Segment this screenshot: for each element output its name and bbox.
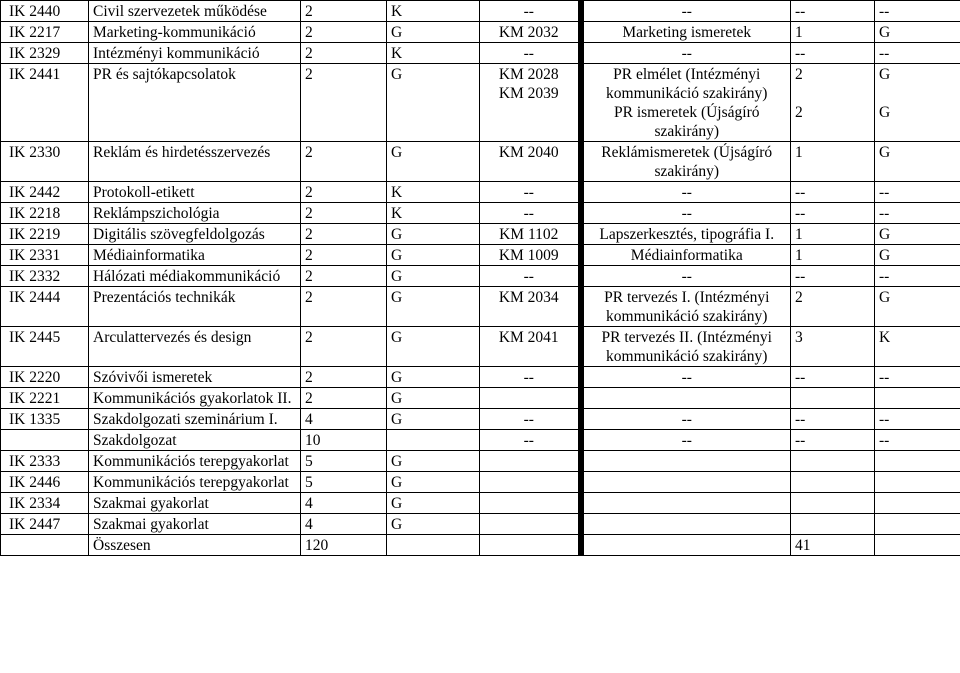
evaluation-cell: G xyxy=(387,514,480,535)
course-name-cell: Civil szervezetek működése xyxy=(89,1,301,22)
evaluation-cell: G xyxy=(387,224,480,245)
equivalent-code-cell: -- xyxy=(480,266,581,287)
credits-cell: 120 xyxy=(301,535,387,556)
course-code-cell: IK 2218 xyxy=(1,203,89,224)
credits-cell: 2 xyxy=(301,64,387,142)
table-row xyxy=(1,388,960,409)
equivalent-credits-cell: -- xyxy=(791,43,875,64)
course-name-cell: Szakmai gyakorlat xyxy=(89,493,301,514)
equivalent-evaluation-cell xyxy=(875,514,960,535)
equivalent-credits-cell xyxy=(791,472,875,493)
course-code-cell: IK 2221 xyxy=(1,388,89,409)
equivalent-credits-cell: -- xyxy=(791,182,875,203)
credits-cell: 5 xyxy=(301,451,387,472)
course-name-cell: Szakdolgozati szeminárium I. xyxy=(89,409,301,430)
equivalent-evaluation-cell: G xyxy=(875,287,960,327)
credits-cell: 4 xyxy=(301,409,387,430)
evaluation-cell xyxy=(387,430,480,451)
credits-cell: 2 xyxy=(301,245,387,266)
credits-cell: 5 xyxy=(301,472,387,493)
course-code-cell: IK 1335 xyxy=(1,409,89,430)
equivalent-code-cell xyxy=(480,514,581,535)
equivalent-credits-cell: -- xyxy=(791,1,875,22)
equivalent-subject-cell xyxy=(581,388,791,409)
course-name-cell: Intézményi kommunikáció xyxy=(89,43,301,64)
table-row xyxy=(1,287,960,327)
equivalent-subject-cell: -- xyxy=(581,367,791,388)
course-code-cell: IK 2332 xyxy=(1,266,89,287)
table-row xyxy=(1,1,960,22)
course-code-cell: IK 2446 xyxy=(1,472,89,493)
equivalent-subject-cell: PR elmélet (Intézményi kommunikáció szakirány) PR ismeretek (Újságíró szakirány) xyxy=(581,64,791,142)
equivalent-subject-cell xyxy=(581,472,791,493)
equivalent-evaluation-cell xyxy=(875,451,960,472)
equivalent-subject-cell: Marketing ismeretek xyxy=(581,22,791,43)
equivalent-code-cell: KM 2032 xyxy=(480,22,581,43)
equivalent-credits-cell: -- xyxy=(791,430,875,451)
evaluation-cell: G xyxy=(387,388,480,409)
equivalent-subject-cell: Médiainformatika xyxy=(581,245,791,266)
equivalent-credits-cell: -- xyxy=(791,266,875,287)
course-code-cell: IK 2445 xyxy=(1,327,89,367)
equivalent-subject-cell: -- xyxy=(581,182,791,203)
table-row xyxy=(1,367,960,388)
equivalent-subject-cell: -- xyxy=(581,203,791,224)
course-code-cell: IK 2329 xyxy=(1,43,89,64)
evaluation-cell: G xyxy=(387,22,480,43)
course-name-cell: Reklámpszichológia xyxy=(89,203,301,224)
equivalent-evaluation-cell: -- xyxy=(875,367,960,388)
table-row xyxy=(1,266,960,287)
equivalent-subject-cell: -- xyxy=(581,1,791,22)
course-name-cell: Kommunikációs terepgyakorlat xyxy=(89,472,301,493)
course-code-cell: IK 2440 xyxy=(1,1,89,22)
equivalent-credits-cell: 1 xyxy=(791,224,875,245)
table-row xyxy=(1,245,960,266)
credits-cell: 2 xyxy=(301,1,387,22)
equivalent-credits-cell: -- xyxy=(791,367,875,388)
evaluation-cell: K xyxy=(387,203,480,224)
course-name-cell: Összesen xyxy=(89,535,301,556)
table-body xyxy=(1,1,960,556)
equivalent-evaluation-cell: -- xyxy=(875,182,960,203)
equivalent-credits-cell: 1 xyxy=(791,245,875,266)
equivalent-code-cell: -- xyxy=(480,1,581,22)
equivalent-evaluation-cell xyxy=(875,493,960,514)
equivalent-credits-cell: 3 xyxy=(791,327,875,367)
equivalent-subject-cell: Lapszerkesztés, tipográfia I. xyxy=(581,224,791,245)
equivalent-subject-cell: PR tervezés I. (Intézményi kommunikáció szakirány) xyxy=(581,287,791,327)
credits-cell: 2 xyxy=(301,142,387,182)
equivalent-code-cell xyxy=(480,472,581,493)
equivalent-evaluation-cell xyxy=(875,388,960,409)
equivalent-credits-cell: 2 2 xyxy=(791,64,875,142)
equivalent-code-cell: KM 1009 xyxy=(480,245,581,266)
evaluation-cell: G xyxy=(387,327,480,367)
course-code-cell xyxy=(1,535,89,556)
equivalent-evaluation-cell xyxy=(875,472,960,493)
equivalent-credits-cell: -- xyxy=(791,409,875,430)
equivalent-code-cell xyxy=(480,493,581,514)
credits-cell: 10 xyxy=(301,430,387,451)
evaluation-cell: K xyxy=(387,43,480,64)
equivalent-credits-cell xyxy=(791,388,875,409)
table-row xyxy=(1,514,960,535)
equivalent-code-cell: -- xyxy=(480,409,581,430)
equivalent-code-cell: -- xyxy=(480,203,581,224)
equivalent-subject-cell: Reklámismeretek (Újságíró szakirány) xyxy=(581,142,791,182)
credits-cell: 2 xyxy=(301,203,387,224)
course-code-cell: IK 2441 xyxy=(1,64,89,142)
equivalent-credits-cell xyxy=(791,451,875,472)
equivalent-credits-cell: -- xyxy=(791,203,875,224)
course-name-cell: Médiainformatika xyxy=(89,245,301,266)
equivalent-evaluation-cell: K xyxy=(875,327,960,367)
equivalent-code-cell: KM 2041 xyxy=(480,327,581,367)
course-name-cell: Kommunikációs gyakorlatok II. xyxy=(89,388,301,409)
evaluation-cell: G xyxy=(387,472,480,493)
equivalent-code-cell: -- xyxy=(480,182,581,203)
credits-cell: 4 xyxy=(301,514,387,535)
course-name-cell: Prezentációs technikák xyxy=(89,287,301,327)
equivalent-credits-cell: 2 xyxy=(791,287,875,327)
evaluation-cell: G xyxy=(387,266,480,287)
evaluation-cell: G xyxy=(387,245,480,266)
equivalent-credits-cell: 1 xyxy=(791,142,875,182)
equivalent-subject-cell xyxy=(581,451,791,472)
equivalent-code-cell xyxy=(480,535,581,556)
credits-cell: 2 xyxy=(301,388,387,409)
course-code-cell: IK 2220 xyxy=(1,367,89,388)
equivalent-evaluation-cell: G xyxy=(875,142,960,182)
equivalent-subject-cell: -- xyxy=(581,430,791,451)
equivalent-code-cell: -- xyxy=(480,367,581,388)
equivalent-subject-cell: -- xyxy=(581,43,791,64)
credits-cell: 2 xyxy=(301,43,387,64)
evaluation-cell: G xyxy=(387,367,480,388)
course-code-cell: IK 2219 xyxy=(1,224,89,245)
equivalent-code-cell: -- xyxy=(480,430,581,451)
course-code-cell xyxy=(1,430,89,451)
evaluation-cell: K xyxy=(387,182,480,203)
credits-cell: 2 xyxy=(301,327,387,367)
table-row xyxy=(1,182,960,203)
evaluation-cell: K xyxy=(387,1,480,22)
evaluation-cell: G xyxy=(387,493,480,514)
credits-cell: 2 xyxy=(301,367,387,388)
evaluation-cell xyxy=(387,535,480,556)
course-name-cell: Marketing-kommunikáció xyxy=(89,22,301,43)
equivalent-code-cell: KM 2028 KM 2039 xyxy=(480,64,581,142)
course-code-cell: IK 2331 xyxy=(1,245,89,266)
equivalent-subject-cell: -- xyxy=(581,409,791,430)
equivalent-code-cell xyxy=(480,388,581,409)
course-name-cell: Protokoll-etikett xyxy=(89,182,301,203)
credits-cell: 2 xyxy=(301,182,387,203)
equivalent-evaluation-cell: -- xyxy=(875,409,960,430)
equivalent-subject-cell xyxy=(581,535,791,556)
equivalent-evaluation-cell: -- xyxy=(875,1,960,22)
equivalent-evaluation-cell: G G xyxy=(875,64,960,142)
course-name-cell: Reklám és hirdetésszervezés xyxy=(89,142,301,182)
course-name-cell: Arculattervezés és design xyxy=(89,327,301,367)
credits-cell: 4 xyxy=(301,493,387,514)
equivalent-subject-cell xyxy=(581,493,791,514)
equivalent-evaluation-cell: -- xyxy=(875,43,960,64)
evaluation-cell: G xyxy=(387,64,480,142)
table-row xyxy=(1,451,960,472)
credits-cell: 2 xyxy=(301,224,387,245)
table-row xyxy=(1,327,960,367)
course-name-cell: Hálózati médiakommunikáció xyxy=(89,266,301,287)
equivalent-code-cell: KM 2034 xyxy=(480,287,581,327)
equivalent-code-cell: KM 1102 xyxy=(480,224,581,245)
table-row xyxy=(1,203,960,224)
equivalent-credits-cell xyxy=(791,493,875,514)
course-name-cell: Szóvivői ismeretek xyxy=(89,367,301,388)
course-code-cell: IK 2447 xyxy=(1,514,89,535)
course-code-cell: IK 2442 xyxy=(1,182,89,203)
course-name-cell: Kommunikációs terepgyakorlat xyxy=(89,451,301,472)
table-row xyxy=(1,535,960,556)
equivalent-subject-cell: -- xyxy=(581,266,791,287)
equivalent-credits-cell xyxy=(791,514,875,535)
evaluation-cell: G xyxy=(387,409,480,430)
table-row xyxy=(1,430,960,451)
course-code-cell: IK 2330 xyxy=(1,142,89,182)
course-name-cell: Szakdolgozat xyxy=(89,430,301,451)
table-row xyxy=(1,493,960,514)
equivalent-code-cell: KM 2040 xyxy=(480,142,581,182)
table-row xyxy=(1,472,960,493)
course-code-cell: IK 2334 xyxy=(1,493,89,514)
credits-cell: 2 xyxy=(301,266,387,287)
equivalent-credits-cell: 1 xyxy=(791,22,875,43)
equivalent-evaluation-cell: G xyxy=(875,224,960,245)
course-name-cell: PR és sajtókapcsolatok xyxy=(89,64,301,142)
table-row xyxy=(1,43,960,64)
equivalent-subject-cell xyxy=(581,514,791,535)
equivalent-credits-cell: 41 xyxy=(791,535,875,556)
equivalent-code-cell: -- xyxy=(480,43,581,64)
credits-cell: 2 xyxy=(301,22,387,43)
table-row xyxy=(1,22,960,43)
equivalent-code-cell xyxy=(480,451,581,472)
equivalent-evaluation-cell: -- xyxy=(875,203,960,224)
table-row xyxy=(1,64,960,142)
equivalent-evaluation-cell: G xyxy=(875,245,960,266)
table-row xyxy=(1,142,960,182)
course-name-cell: Szakmai gyakorlat xyxy=(89,514,301,535)
equivalent-evaluation-cell: G xyxy=(875,22,960,43)
table-row xyxy=(1,409,960,430)
evaluation-cell: G xyxy=(387,287,480,327)
table-row xyxy=(1,224,960,245)
course-code-cell: IK 2217 xyxy=(1,22,89,43)
course-name-cell: Digitális szövegfeldolgozás xyxy=(89,224,301,245)
equivalent-evaluation-cell: -- xyxy=(875,430,960,451)
course-code-cell: IK 2444 xyxy=(1,287,89,327)
equivalent-evaluation-cell xyxy=(875,535,960,556)
equivalent-evaluation-cell: -- xyxy=(875,266,960,287)
credits-cell: 2 xyxy=(301,287,387,327)
equivalent-subject-cell: PR tervezés II. (Intézményi kommunikáció szakirány) xyxy=(581,327,791,367)
evaluation-cell: G xyxy=(387,142,480,182)
course-code-cell: IK 2333 xyxy=(1,451,89,472)
evaluation-cell: G xyxy=(387,451,480,472)
